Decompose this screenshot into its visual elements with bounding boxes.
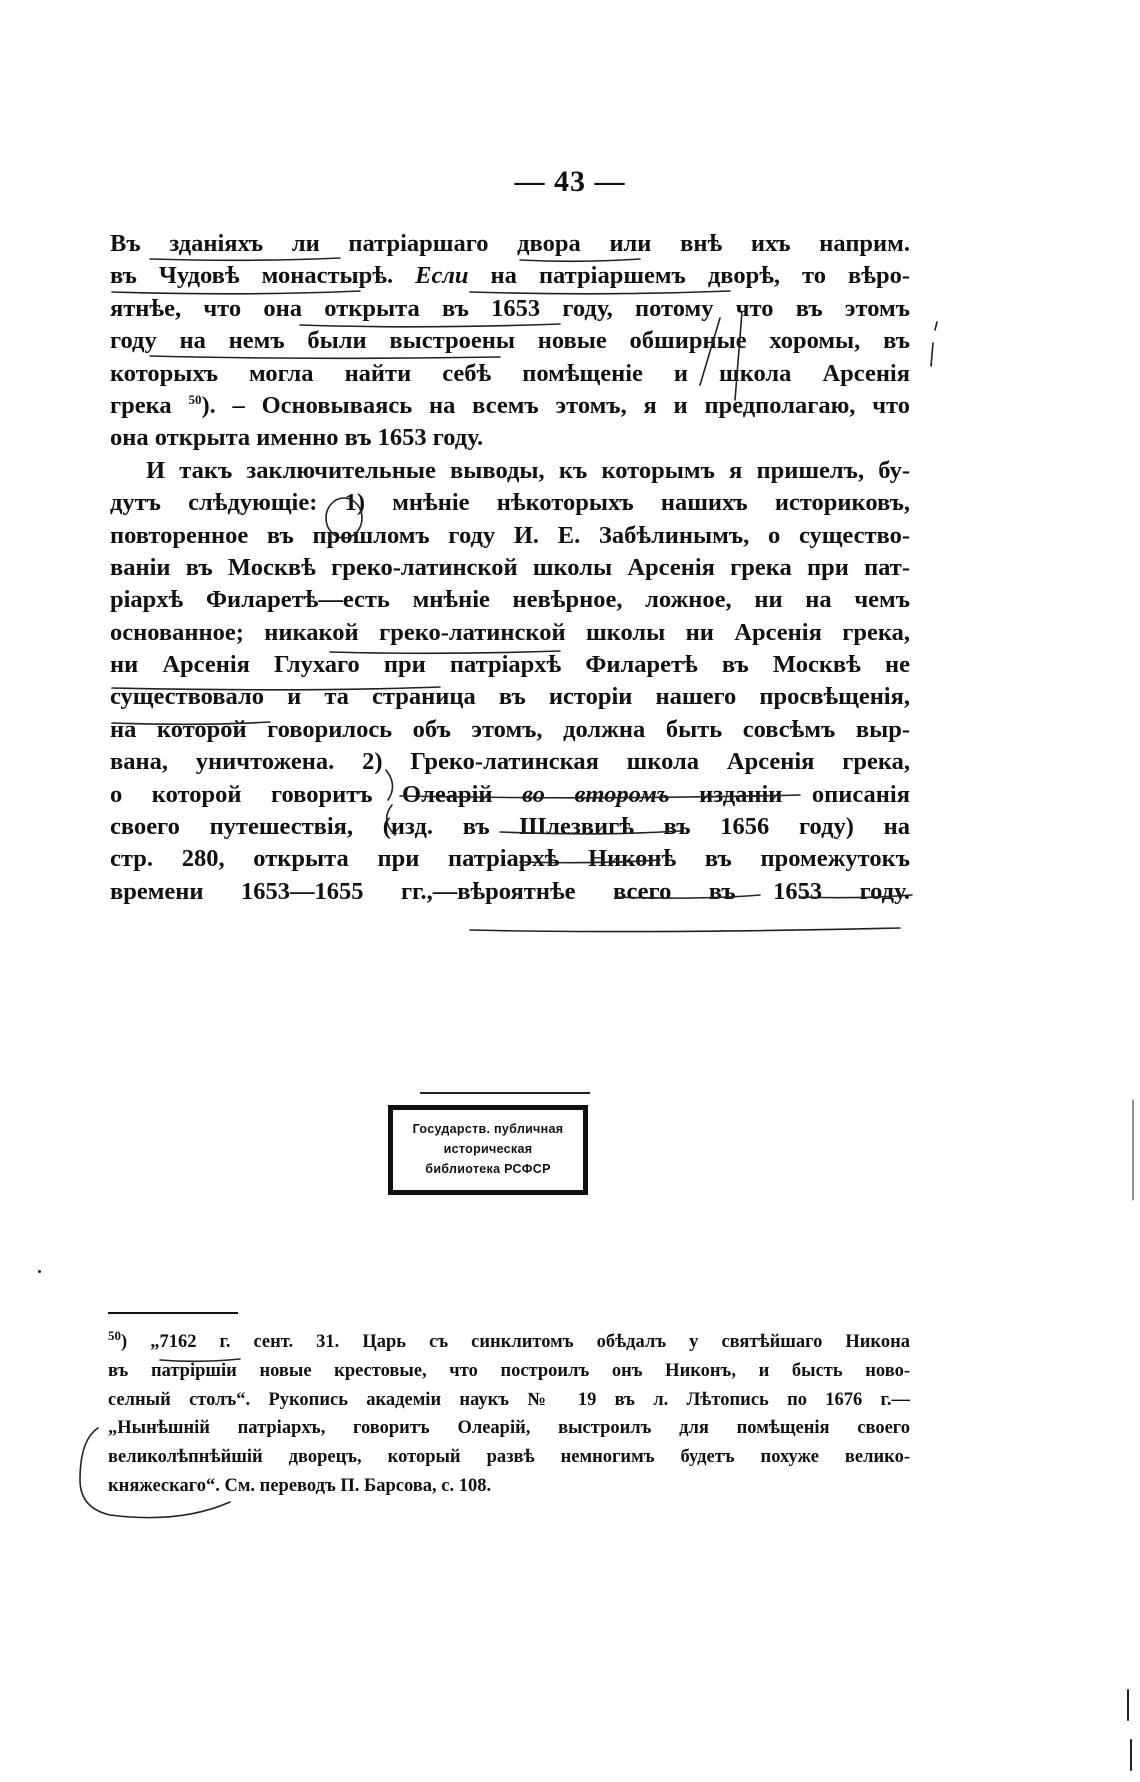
text-line: И такъ заключительные выводы, къ которымъ я пришелъ, бу- [146, 456, 910, 484]
text-line [110, 779, 910, 811]
text-line: году на немъ были выстроены новые обширные хоромы, въ [110, 327, 910, 355]
text-line: на которой говорилось объ этомъ, должна быть совсѣмъ выр- [110, 715, 910, 743]
text-span: изданіи описанія [669, 780, 910, 808]
stamp-line: историческая [443, 1142, 533, 1156]
pencil-underline [470, 928, 900, 932]
text-line: своего путешествія, (изд. въ Шлезвигѣ въ 1656 году) на [110, 813, 910, 841]
stray-mark [38, 1270, 41, 1273]
footnote-line: княжескаго“. См. переводъ П. Барсова, с. 108. [108, 1475, 492, 1496]
text-span: грека [110, 391, 172, 419]
italic-text: Если [415, 262, 469, 290]
text-span: на патріаршемъ дворѣ, то вѣро- [468, 262, 910, 290]
footnote-line: „Нынѣшній патріархъ, говоритъ Олеарій, выстроилъ для помѣщенія своего [108, 1418, 910, 1439]
footnote-marker: 50 [108, 1327, 121, 1343]
text-line [110, 390, 910, 422]
footnote [108, 1328, 910, 1501]
margin-tick [935, 322, 937, 330]
margin-tick [931, 343, 933, 366]
text-line: дутъ слѣдующіе: 1) мнѣніе нѣкоторыхъ нашихъ историковъ, [110, 489, 910, 517]
text-line: существовало и та страница въ исторіи нашего просвѣщенія, [110, 683, 910, 711]
text-line: стр. 280, открыта при патріархѣ Никонѣ въ промежутокъ [110, 845, 910, 873]
page-number: — 43 — [514, 165, 626, 198]
main-text [110, 228, 910, 908]
text-span: въ Чудовѣ монастырѣ. [110, 262, 416, 290]
footnote-line: великолѣпнѣйшій дворецъ, который развѣ немногимъ будетъ похуже велико- [108, 1447, 910, 1468]
footnote-divider [108, 1312, 238, 1314]
text-line: ваніи въ Москвѣ греко-латинской школы Арсенія грека при пат- [110, 553, 910, 581]
italic-text: во второмъ [522, 780, 670, 808]
text-line: ятнѣе, что она открыта въ 1653 году, потому что въ этомъ [110, 294, 910, 322]
text-line: основанное; никакой греко-латинской школы ни Арсенія грека, [110, 618, 910, 646]
text-line [110, 260, 910, 292]
stamp-rule [420, 1092, 590, 1094]
text-span: ) „7162 г. сент. 31. Царь съ синклитомъ обѣдалъ у святѣйшаго Никона [121, 1332, 910, 1352]
text-line: ни Арсенія Глухаго при патріархѣ Филаретѣ въ Москвѣ не [110, 651, 910, 679]
footnote-reference: 50 [188, 391, 202, 407]
stamp-line: Государств. публичная [412, 1122, 564, 1136]
text-line: повторенное въ прошломъ году И. Е. Забѣлинымъ, о существо- [110, 521, 910, 549]
library-stamp [388, 1105, 588, 1195]
text-line: времени 1653—1655 гг.,—вѣроятнѣе всего въ 1653 году. [110, 877, 910, 905]
text-line: вана, уничтожена. 2) Греко-латинская школа Арсенія грека, [110, 748, 910, 776]
text-line: Въ зданіяхъ ли патріаршаго двора или внѣ ихъ наприм. [110, 230, 910, 257]
text-span: ). – Основываясь на всемъ этомъ, я и предполагаю, что [201, 391, 911, 419]
text-line: она открыта именно въ 1653 году. [110, 424, 484, 452]
text-span: о которой говоритъ Олеарій [110, 780, 523, 808]
text-line: ріархѣ Филаретѣ—есть мнѣніе невѣрное, ложное, ни на чемъ [110, 586, 910, 614]
footnote-line: въ патріршіи новые крестовые, что построилъ онъ Никонъ, и бысть ново- [108, 1360, 910, 1381]
footnote-line: селный столъ“. Рукопись академіи наукъ № 19 въ л. Лѣтопись по 1676 г.— [108, 1389, 910, 1410]
text-line: которыхъ могла найти себѣ помѣщеніе и школа Арсенія [110, 359, 910, 387]
footnote-line [108, 1328, 910, 1357]
stamp-line: библиотека РСФСР [425, 1162, 551, 1176]
